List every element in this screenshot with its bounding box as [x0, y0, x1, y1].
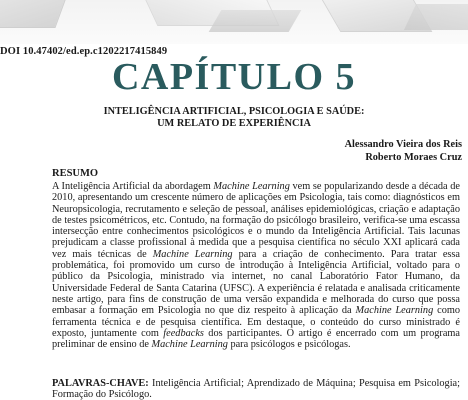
keywords-text: Inteligência Artificial; Aprendizado de Máquina; Pesquisa em Psicologia; Formação do Psicólogo.	[52, 378, 460, 400]
abstract-emphasis: Machine Learning	[151, 339, 228, 351]
decorative-block-far-right	[404, 4, 468, 30]
abstract-emphasis: Machine Learning	[152, 248, 233, 260]
abstract-body	[52, 181, 460, 350]
article-title-line-1: INTELIGÊNCIA ARTIFICIAL, PSICOLOGIA E SAÚDE:	[103, 106, 365, 117]
chapter-title: CAPÍTULO 5	[111, 56, 357, 98]
keywords-paragraph	[52, 378, 460, 400]
article-title-line-2: UM RELATO DE EXPERIÊNCIA	[157, 118, 311, 129]
abstract-emphasis: feedbacks	[163, 327, 204, 339]
abstract-emphasis: Machine Learning	[213, 181, 290, 192]
abstract-text: para a criação de conhecimento. Para tratar essa problemática, foi promovido um curso de introdução à Inteligência Artificial, voltado para o público da Psicologia, ministrado via internet, no canal Laboratório Fator Humano, da Universidade Federal de Santa Catarina (UFSC). A experiência é relatada e analisada criticamente neste artigo, para fins de construção de uma versão expandida e melhorada do curso que possa embasar a formação em Psicologia no que diz respeito à aplicação da	[52, 248, 460, 317]
abstract-text: como ferramenta técnica e de pesquisa científica. Em destaque, o conteúdo do curso ministrado é exposto, juntamente com	[52, 305, 460, 339]
keywords-label: PALAVRAS-CHAVE:	[52, 378, 149, 389]
abstract-text: dos participantes. O artigo é encerrado com um programa preliminar de ensino de	[52, 327, 460, 351]
decorative-block-center-dark	[209, 10, 302, 32]
article-title	[0, 106, 468, 130]
abstract-heading: RESUMO	[52, 168, 99, 179]
header-decoration	[0, 0, 468, 44]
author-list	[345, 138, 462, 164]
doi-identifier: DOI 10.47402/ed.ep.c1202217415849	[0, 46, 168, 57]
abstract-text: vem se popularizando desde a década de 2010, apresentando um crescente número de aplicações em Psicologia, tais como: diagnósticos em Neuropsicologia, recrutamento e seleção de pessoal, análises epidemiológicas, criação e adaptação de testes psicométricos, etc. Contudo, na formação do psicólogo brasileiro, verifica-se uma escassa intersecção entre conhecimentos psicológicos e o mundo da Inteligência Artificial. Tais lacunas prejudicam a classe profissional à medida que a pesquisa científica no século XXI aplicará cada vez mais técnicas de	[52, 181, 460, 260]
abstract-text: A Inteligência Artificial da abordagem	[52, 181, 214, 192]
decorative-block-left	[0, 0, 69, 28]
author-name: Alessandro Vieira dos Reis	[344, 139, 462, 150]
author-name: Roberto Moraes Cruz	[365, 152, 462, 163]
abstract-emphasis: Machine Learning	[355, 305, 434, 317]
abstract-text: para psicólogos e psicólogas.	[227, 339, 351, 351]
